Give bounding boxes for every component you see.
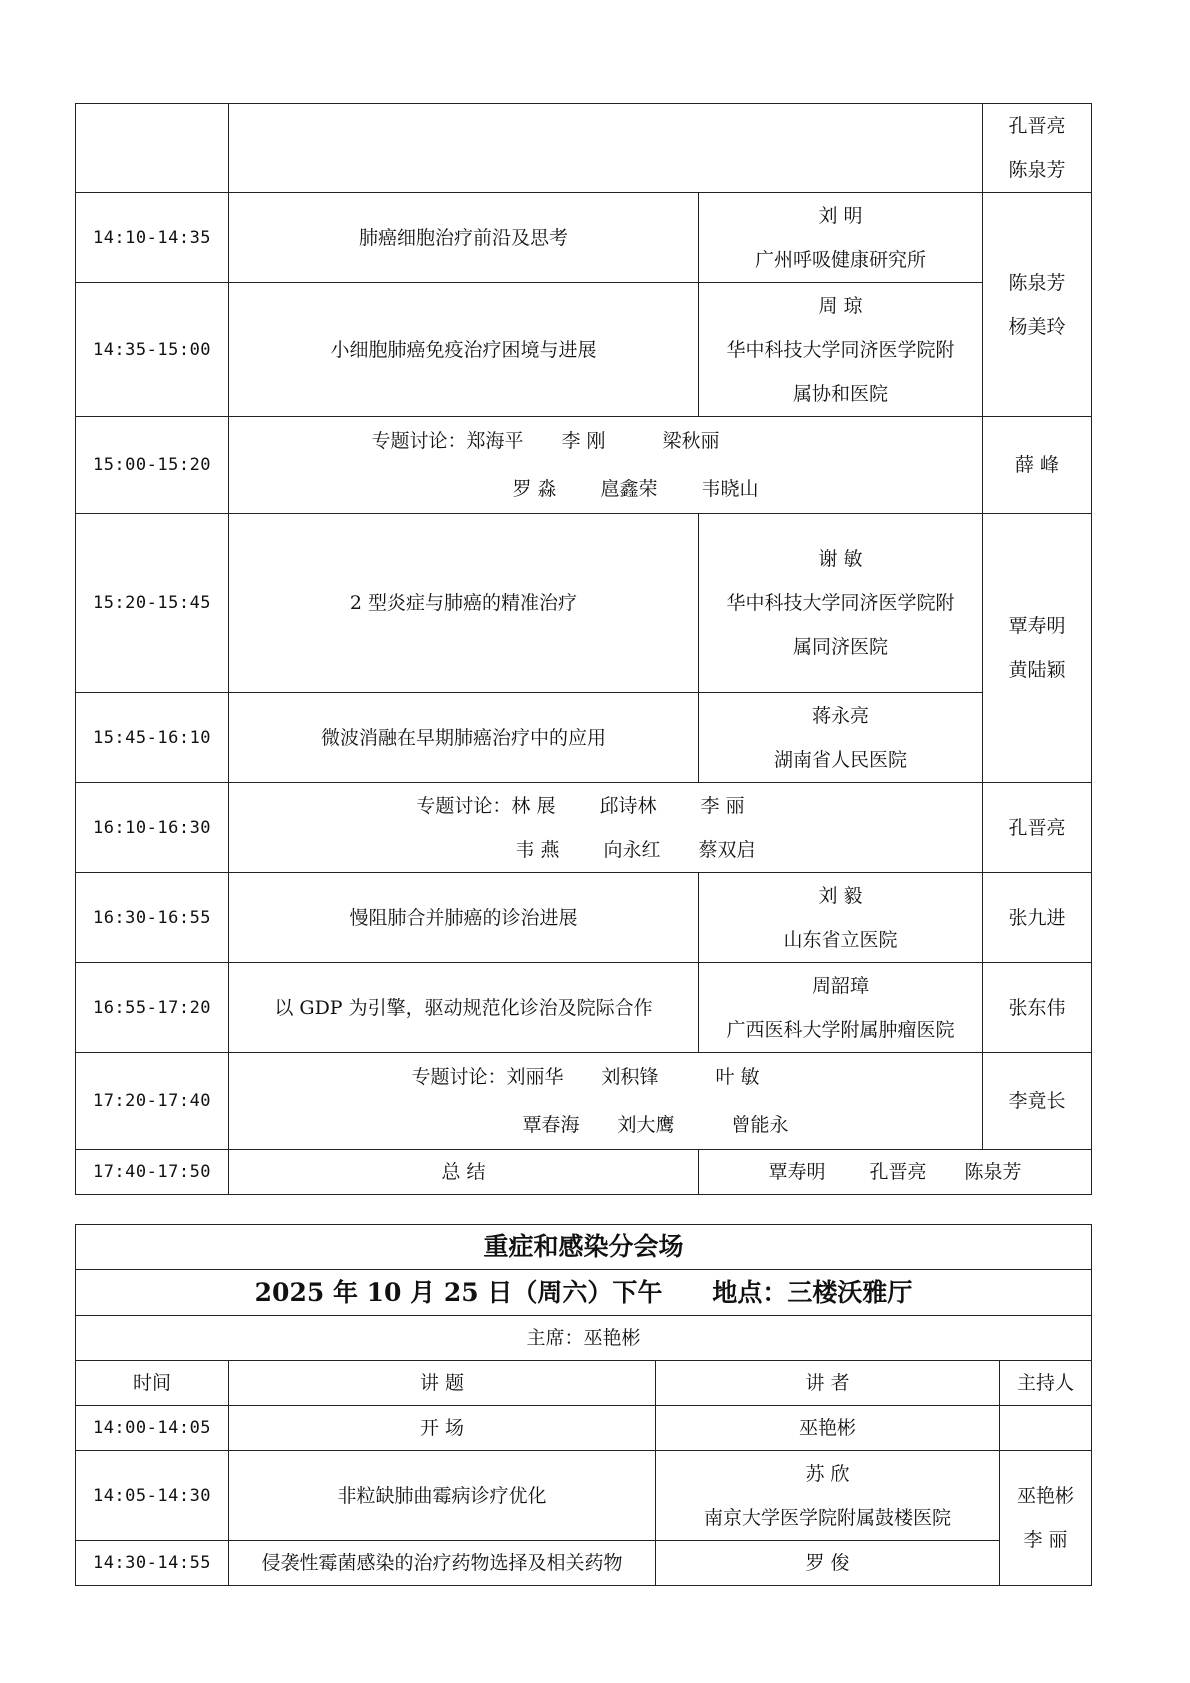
table-row [76,1406,1092,1451]
time-cell: 16:10-16:30 [76,783,229,873]
host-cell [1000,1406,1092,1451]
host-cell: 薛 峰 [983,417,1092,514]
table-row [76,783,1092,873]
host-cell: 李竟长 [983,1053,1092,1150]
header-time: 时间 [76,1361,229,1406]
speaker-name: 苏 欣 [805,1462,850,1485]
time-cell: 14:00-14:05 [76,1406,229,1451]
session-title: 重症和感染分会场 [76,1225,1092,1270]
table-row [76,963,1092,1053]
header-topic: 讲 题 [229,1361,656,1406]
speaker-affiliation: 山东省立医院 [783,928,898,951]
speaker-affiliation: 南京大学医学院附属鼓楼医院 [703,1506,951,1529]
table-row [76,1225,1092,1270]
topic-cell: 非粒缺肺曲霉病诊疗优化 [229,1451,656,1541]
speaker-cell [699,963,983,1053]
speaker-name: 蒋永亮 [811,704,869,727]
topic-cell: 小细胞肺癌免疫治疗困境与进展 [229,283,699,417]
speaker-affiliation: 华中科技大学同济医学院附 [726,338,955,361]
time-cell: 14:10-14:35 [76,193,229,283]
host-cell: 孔晋亮 [983,783,1092,873]
speaker-name: 刘 明 [818,204,863,227]
time-cell: 14:05-14:30 [76,1451,229,1541]
speaker-affiliation: 属同济医院 [792,636,888,658]
table-row [76,693,1092,783]
discussion-cell: 专题讨论：刘丽华 刘积锋 叶 敏 覃春海 刘大鹰 曾能永 [229,1053,983,1150]
speaker-cell: 巫艳彬 [656,1406,1000,1451]
topic-cell: 肺癌细胞治疗前沿及思考 [229,193,699,283]
time-cell: 15:00-15:20 [76,417,229,514]
speaker-cell [699,193,983,283]
discussion-cell: 专题讨论：郑海平 李 刚 梁秋丽 罗 淼 扈鑫荣 韦晓山 [229,417,983,514]
time-cell: 17:40-17:50 [76,1150,229,1195]
topic-cell: 总 结 [229,1150,699,1195]
host-cell: 张九进 [983,873,1092,963]
time-cell: 15:45-16:10 [76,693,229,783]
table-row [76,1316,1092,1361]
host-cell: 孔晋亮 陈泉芳 [983,104,1092,193]
topic-cell: 慢阻肺合并肺癌的诊治进展 [229,873,699,963]
table-row [76,1451,1092,1541]
table-row [76,417,1092,514]
table-row [76,1541,1092,1586]
host-cell: 巫艳彬 李 丽 [1000,1451,1092,1586]
names-cell: 覃寿明 孔晋亮 陈泉芳 [699,1150,1092,1195]
time-cell: 16:55-17:20 [76,963,229,1053]
speaker-name: 谢 敏 [818,548,863,570]
speaker-name: 周韶璋 [811,974,869,997]
session-datetime: 2025 年 10 月 25 日（周六）下午 地点：三楼沃雅厅 [76,1270,1092,1316]
speaker-affiliation: 广西医科大学附属肿瘤医院 [726,1018,955,1041]
speaker-cell [699,283,983,417]
time-cell: 14:35-15:00 [76,283,229,417]
time-cell: 17:20-17:40 [76,1053,229,1150]
topic-cell: 微波消融在早期肺癌治疗中的应用 [229,693,699,783]
host-cell: 覃寿明 黄陆颖 [983,514,1092,783]
time-cell: 15:20-15:45 [76,514,229,693]
table-row [76,1150,1092,1195]
table-row [76,873,1092,963]
topic-cell [229,104,983,193]
header-host: 主持人 [1000,1361,1092,1406]
topic-cell: 2 型炎症与肺癌的精准治疗 [229,514,699,693]
header-speaker: 讲 者 [656,1361,1000,1406]
speaker-affiliation: 湖南省人民医院 [773,748,907,771]
time-cell: 16:30-16:55 [76,873,229,963]
discussion-cell: 专题讨论：林 展 邱诗林 李 丽 韦 燕 向永红 蔡双启 [229,783,983,873]
table-row [76,104,1092,193]
topic-cell: 侵袭性霉菌感染的治疗药物选择及相关药物 [229,1541,656,1586]
speaker-name: 周 琼 [818,294,863,317]
table-row [76,1053,1092,1150]
time-cell: 14:30-14:55 [76,1541,229,1586]
speaker-cell [656,1451,1000,1541]
table-header-row [76,1361,1092,1406]
table-row [76,193,1092,283]
table-row [76,514,1092,693]
speaker-cell [699,693,983,783]
table-row [76,1270,1092,1316]
speaker-affiliation: 广州呼吸健康研究所 [754,248,926,271]
speaker-cell: 罗 俊 [656,1541,1000,1586]
host-cell: 张东伟 [983,963,1092,1053]
schedule-table-critical-care [75,1224,1092,1586]
topic-cell: 开 场 [229,1406,656,1451]
speaker-cell [699,873,983,963]
schedule-table-lung-cancer [75,103,1092,1195]
table-row [76,283,1092,417]
speaker-cell [699,514,983,693]
time-cell [76,104,229,193]
host-cell: 陈泉芳 杨美玲 [983,193,1092,417]
session-chair: 主席：巫艳彬 [76,1316,1092,1361]
speaker-affiliation: 属协和医院 [792,382,888,405]
speaker-affiliation: 华中科技大学同济医学院附 [726,592,955,614]
topic-cell: 以 GDP 为引擎，驱动规范化诊治及院际合作 [229,963,699,1053]
speaker-name: 刘 毅 [818,884,863,907]
